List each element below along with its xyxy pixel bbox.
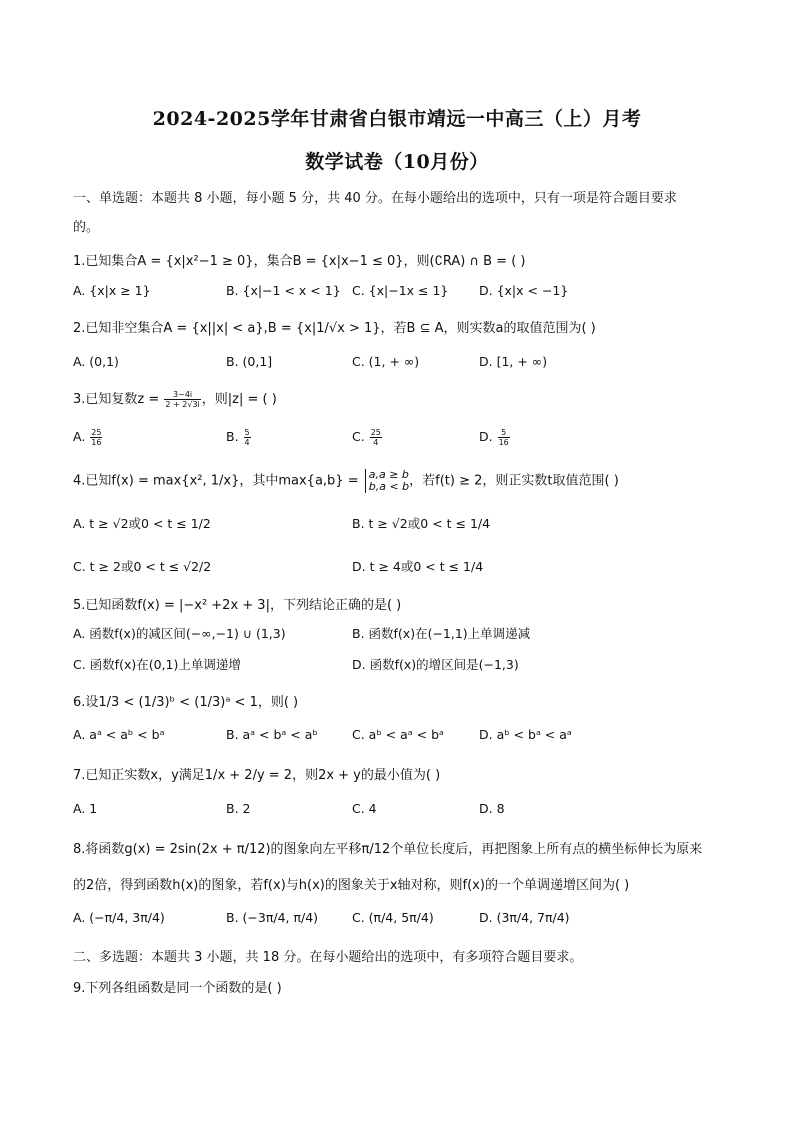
question-3-option-b[interactable] <box>226 428 252 447</box>
exam-title: 2024-2025学年甘肃省白银市靖远一中高三（上）月考 <box>152 108 642 130</box>
question-4-option-d[interactable]: D. t ≥ 4或0 < t ≤ 1/4 <box>352 559 484 574</box>
question-7-option-b[interactable]: B. 2 <box>226 801 251 816</box>
option-label: A. <box>73 429 90 444</box>
question-3-denominator: 2 + 2√3i <box>165 400 200 409</box>
question-4-stem-prefix: 4.已知f(x) = max{x², 1/x}，其中max{a,b} = <box>73 473 363 489</box>
question-1-stem: 1.已知集合A = {x|x²−1 ≥ 0}，集合B = {x|x−1 ≤ 0}，则(∁RA) ∩ B = ( ) <box>73 254 526 269</box>
question-7-stem: 7.已知正实数x，y满足1/x + 2/y = 2，则2x + y的最小值为( ) <box>73 768 441 783</box>
question-4-option-c[interactable]: C. t ≥ 2或0 < t ≤ √2/2 <box>73 559 212 574</box>
option-numerator: 25 <box>91 428 102 437</box>
section1-instructions-cont: 的。 <box>73 220 100 235</box>
option-fraction <box>370 428 382 447</box>
question-2-option-d[interactable]: D. [1, + ∞) <box>479 354 548 369</box>
question-8-stem-line1: 8.将函数g(x) = 2sin(2x + π/12)的图象向左平移π/12个单位长度后，再把图象上所有点的横坐标伸长为原来 <box>73 842 703 857</box>
question-5-option-c[interactable]: C. 函数f(x)在(0,1)上单调递增 <box>73 657 241 672</box>
exam-subtitle: 数学试卷（10月份） <box>305 151 489 173</box>
question-2-option-c[interactable]: C. (1, + ∞) <box>352 354 420 369</box>
question-8-option-c[interactable]: C. (π/4, 5π/4) <box>352 910 434 925</box>
section2-instructions: 二、多选题：本题共 3 小题，共 18 分。在每小题给出的选项中，有多项符合题目要求。 <box>73 950 583 965</box>
question-8-option-b[interactable]: B. (−3π/4, π/4) <box>226 910 319 925</box>
option-denominator: 4 <box>244 438 250 447</box>
question-3-stem-prefix: 3.已知复数z = <box>73 392 164 407</box>
option-denominator: 16 <box>498 438 509 447</box>
option-numerator: 5 <box>244 428 250 437</box>
question-1-option-a[interactable]: A. {x|x ≥ 1} <box>73 283 151 298</box>
question-3-stem-suffix: ，则|z| = ( ) <box>201 392 277 407</box>
question-6-option-a[interactable]: A. aᵃ < aᵇ < bᵃ <box>73 727 165 742</box>
option-label: D. <box>479 429 497 444</box>
question-8-option-d[interactable]: D. (3π/4, 7π/4) <box>479 910 570 925</box>
option-fraction <box>90 428 102 447</box>
question-3-fraction <box>164 390 200 409</box>
question-4-option-b[interactable]: B. t ≥ √2或0 < t ≤ 1/4 <box>352 516 491 531</box>
question-3-option-a[interactable] <box>73 428 103 447</box>
question-4-stem <box>73 469 619 493</box>
question-1-option-d[interactable]: D. {x|x < −1} <box>479 283 569 298</box>
question-2-option-b[interactable]: B. (0,1] <box>226 354 273 369</box>
question-4-stem-suffix: ，若f(t) ≥ 2，则正实数t取值范围( ) <box>409 473 619 489</box>
option-numerator: 5 <box>498 428 510 438</box>
question-5-option-a[interactable]: A. 函数f(x)的减区间(−∞,−1) ∪ (1,3) <box>73 626 286 641</box>
question-7-option-a[interactable]: A. 1 <box>73 801 98 816</box>
question-4-option-a[interactable]: A. t ≥ √2或0 < t ≤ 1/2 <box>73 516 211 531</box>
option-numerator: 25 <box>370 428 381 437</box>
question-9-stem: 9.下列各组函数是同一个函数的是( ) <box>73 981 282 996</box>
question-6-stem: 6.设1/3 < (1/3)ᵇ < (1/3)ᵃ < 1，则( ) <box>73 695 299 710</box>
question-6-option-c[interactable]: C. aᵇ < aᵃ < bᵃ <box>352 727 444 742</box>
question-5-stem: 5.已知函数f(x) = |−x² +2x + 3|，下列结论正确的是( ) <box>73 598 402 613</box>
question-4-piecewise <box>365 469 409 493</box>
piecewise-case-2: b,a < b <box>368 480 410 493</box>
question-7-option-c[interactable]: C. 4 <box>352 801 377 816</box>
option-fraction <box>498 428 510 447</box>
question-1-option-b[interactable]: B. {x|−1 < x < 1} <box>226 283 341 298</box>
option-label: B. <box>226 429 243 444</box>
question-3-numerator: 3−4i <box>164 390 200 400</box>
question-2-option-a[interactable]: A. (0,1) <box>73 354 119 369</box>
option-fraction <box>244 428 251 447</box>
question-8-stem-line2: 的2倍，得到函数h(x)的图象，若f(x)与h(x)的图象关于x轴对称，则f(x)的一个单调递增区间为( ) <box>73 878 630 893</box>
question-8-option-a[interactable]: A. (−π/4, 3π/4) <box>73 910 165 925</box>
question-5-option-d[interactable]: D. 函数f(x)的增区间是(−1,3) <box>352 657 519 672</box>
question-6-option-b[interactable]: B. aᵃ < bᵃ < aᵇ <box>226 727 318 742</box>
option-denominator: 16 <box>91 438 102 447</box>
question-3-stem <box>73 388 277 409</box>
question-3-option-c[interactable] <box>352 428 383 447</box>
question-7-option-d[interactable]: D. 8 <box>479 801 505 816</box>
option-denominator: 4 <box>373 438 379 447</box>
question-6-option-d[interactable]: D. aᵇ < bᵃ < aᵃ <box>479 727 572 742</box>
section1-instructions: 一、单选题：本题共 8 小题，每小题 5 分，共 40 分。在每小题给出的选项中，只有一项是符合题目要求 <box>73 191 677 206</box>
question-3-option-d[interactable] <box>479 428 511 447</box>
piecewise-case-1: a,a ≥ b <box>368 468 409 481</box>
option-label: C. <box>352 429 369 444</box>
question-5-option-b[interactable]: B. 函数f(x)在(−1,1)上单调递减 <box>352 626 531 641</box>
question-2-stem: 2.已知非空集合A = {x||x| < a},B = {x|1/√x > 1}，若B ⊆ A，则实数a的取值范围为( ) <box>73 321 596 336</box>
question-1-option-c[interactable]: C. {x|−1x ≤ 1} <box>352 283 449 298</box>
